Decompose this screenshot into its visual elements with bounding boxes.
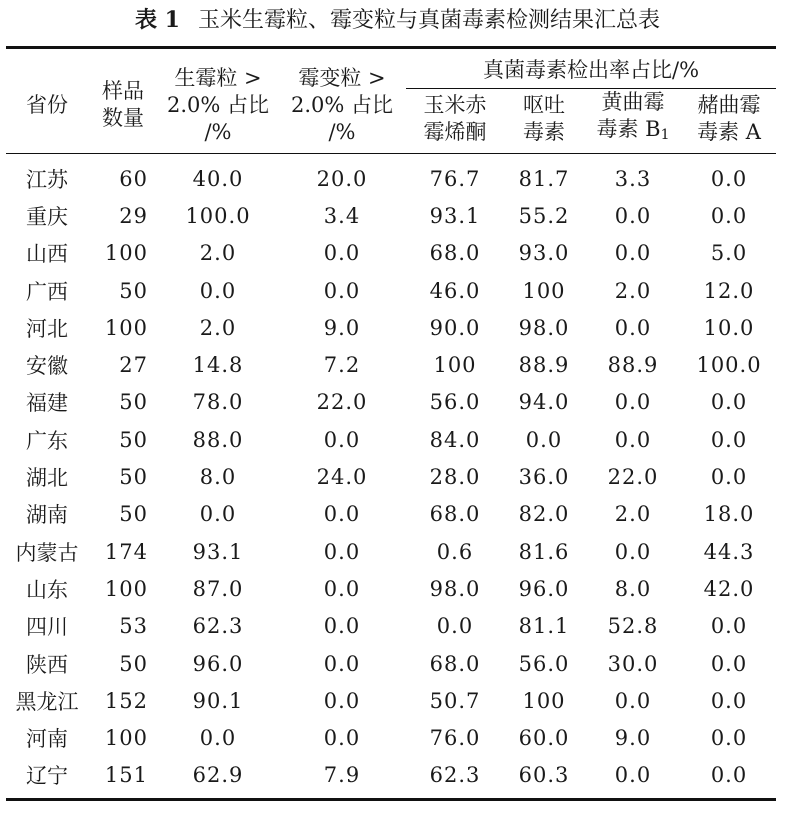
table-row — [6, 154, 776, 198]
cell-aflatoxin-b1: 2.0 — [614, 278, 652, 303]
cell-moldy-grain: 14.8 — [192, 353, 244, 378]
header-mildew-grain: 霉变粒 > 2.0% 占比 /% — [278, 48, 406, 154]
cell-mildew-grain: 3.4 — [323, 203, 361, 228]
cell-sample-count: 152 — [104, 688, 148, 713]
table-title: 玉米生霉粒、霉变粒与真菌毒素检测结果汇总表 — [197, 8, 660, 33]
cell-ochratoxin-a: 0.0 — [710, 203, 748, 228]
cell-vomitoxin: 96.0 — [518, 576, 570, 601]
cell-moldy-grain: 40.0 — [192, 166, 244, 191]
cell-sample-count: 50 — [119, 502, 148, 527]
cell-province: 安徽 — [26, 354, 68, 379]
table-row — [6, 197, 776, 234]
cell-aflatoxin-b1: 8.0 — [614, 576, 652, 601]
cell-moldy-grain: 78.0 — [192, 390, 244, 415]
cell-sample-count: 151 — [88, 757, 158, 800]
cell-sample-count: 50 — [119, 427, 148, 452]
cell-mildew-grain: 0.0 — [323, 539, 361, 564]
cell-mildew-grain: 0.0 — [323, 278, 361, 303]
cell-zearalenone: 100 — [433, 353, 477, 378]
cell-province: 河南 — [26, 727, 68, 752]
cell-moldy-grain: 62.3 — [192, 614, 244, 639]
table-body — [6, 154, 776, 800]
header-vomitoxin: 呕吐 毒素 — [504, 89, 584, 154]
cell-vomitoxin: 56.0 — [518, 651, 570, 676]
cell-province: 广西 — [26, 279, 68, 304]
cell-vomitoxin: 100 — [522, 688, 566, 713]
table-row — [6, 384, 776, 421]
cell-zearalenone: 84.0 — [429, 427, 481, 452]
cell-sample-count: 50 — [119, 465, 148, 490]
cell-aflatoxin-b1: 30.0 — [607, 651, 659, 676]
cell-zearalenone: 62.3 — [406, 757, 504, 800]
cell-sample-count: 100 — [104, 241, 148, 266]
cell-zearalenone: 56.0 — [429, 390, 481, 415]
cell-ochratoxin-a: 0.0 — [710, 427, 748, 452]
cell-vomitoxin: 81.6 — [518, 539, 570, 564]
header-aflatoxin-b1: 黄曲霉 毒素 $B_1$ — [584, 89, 682, 154]
cell-mildew-grain: 7.9 — [278, 757, 406, 800]
cell-mildew-grain: 0.0 — [323, 688, 361, 713]
cell-moldy-grain: 90.1 — [192, 688, 244, 713]
table-row — [6, 235, 776, 272]
table-row — [6, 496, 776, 533]
header-ochratoxin-a: 赭曲霉 毒素 A — [682, 89, 776, 154]
header-sample-count: 样品 数量 — [88, 48, 158, 154]
cell-province: 山东 — [26, 577, 68, 602]
cell-zearalenone: 76.7 — [429, 166, 481, 191]
cell-aflatoxin-b1: 0.0 — [614, 427, 652, 452]
cell-aflatoxin-b1: 0.0 — [614, 241, 652, 266]
cell-vomitoxin: 36.0 — [518, 465, 570, 490]
cell-moldy-grain: 2.0 — [199, 315, 237, 340]
cell-ochratoxin-a: 0.0 — [682, 757, 776, 800]
table-row — [6, 719, 776, 756]
cell-zearalenone: 68.0 — [429, 241, 481, 266]
table-header — [6, 48, 776, 154]
cell-mildew-grain: 0.0 — [323, 427, 361, 452]
header-zearalenone: 玉米赤 霉烯酮 — [406, 89, 504, 154]
cell-province: 湖南 — [26, 503, 68, 528]
cell-aflatoxin-b1: 0.0 — [614, 390, 652, 415]
cell-moldy-grain: 0.0 — [199, 278, 237, 303]
cell-aflatoxin-b1: 9.0 — [614, 726, 652, 751]
cell-mildew-grain: 0.0 — [323, 614, 361, 639]
cell-sample-count: 174 — [104, 539, 148, 564]
cell-province: 湖北 — [26, 466, 68, 491]
cell-sample-count: 100 — [104, 726, 148, 751]
cell-aflatoxin-b1: 88.9 — [607, 353, 659, 378]
cell-mildew-grain: 24.0 — [316, 465, 368, 490]
header-mycotoxin-group: 真菌毒素检出率占比/% — [406, 48, 776, 89]
cell-province: 重庆 — [26, 204, 68, 229]
cell-sample-count: 100 — [104, 315, 148, 340]
header-moldy-grain: 生霉粒 > 2.0% 占比 /% — [158, 48, 278, 154]
cell-mildew-grain: 0.0 — [323, 241, 361, 266]
cell-vomitoxin: 60.0 — [518, 726, 570, 751]
table-row — [6, 645, 776, 682]
cell-aflatoxin-b1: 0.0 — [614, 539, 652, 564]
table-row — [6, 570, 776, 607]
cell-ochratoxin-a: 44.3 — [703, 539, 755, 564]
cell-ochratoxin-a: 0.0 — [710, 614, 748, 639]
cell-ochratoxin-a: 0.0 — [710, 651, 748, 676]
cell-aflatoxin-b1: 2.0 — [614, 502, 652, 527]
cell-ochratoxin-a: 5.0 — [710, 241, 748, 266]
cell-zearalenone: 0.6 — [436, 539, 474, 564]
cell-moldy-grain: 62.9 — [158, 757, 278, 800]
cell-mildew-grain: 0.0 — [323, 502, 361, 527]
cell-sample-count: 29 — [119, 203, 148, 228]
cell-mildew-grain: 9.0 — [323, 315, 361, 340]
cell-mildew-grain: 0.0 — [323, 651, 361, 676]
table-number: 表 1 — [135, 7, 180, 33]
cell-zearalenone: 98.0 — [429, 576, 481, 601]
cell-ochratoxin-a: 100.0 — [696, 353, 762, 378]
cell-vomitoxin: 88.9 — [518, 353, 570, 378]
cell-province: 内蒙古 — [15, 540, 79, 565]
cell-vomitoxin: 0.0 — [525, 427, 563, 452]
cell-province: 广东 — [26, 428, 68, 453]
cell-moldy-grain: 88.0 — [192, 427, 244, 452]
cell-province: 四川 — [26, 615, 68, 640]
cell-moldy-grain: 2.0 — [199, 241, 237, 266]
table-row — [6, 533, 776, 570]
mycotoxin-summary-table — [6, 46, 776, 801]
cell-zearalenone: 50.7 — [429, 688, 481, 713]
cell-aflatoxin-b1: 52.8 — [607, 614, 659, 639]
cell-aflatoxin-b1: 0.0 — [614, 315, 652, 340]
cell-aflatoxin-b1: 0.0 — [614, 688, 652, 713]
table-row — [6, 682, 776, 719]
table-row — [6, 757, 776, 800]
cell-vomitoxin: 98.0 — [518, 315, 570, 340]
cell-sample-count: 50 — [119, 278, 148, 303]
cell-mildew-grain: 0.0 — [323, 576, 361, 601]
cell-vomitoxin: 82.0 — [518, 502, 570, 527]
cell-province: 河北 — [26, 316, 68, 341]
cell-zearalenone: 90.0 — [429, 315, 481, 340]
table-caption — [0, 6, 795, 35]
cell-vomitoxin: 81.1 — [518, 614, 570, 639]
cell-zearalenone: 46.0 — [429, 278, 481, 303]
cell-moldy-grain: 96.0 — [192, 651, 244, 676]
cell-vomitoxin: 60.3 — [504, 757, 584, 800]
cell-mildew-grain: 22.0 — [316, 390, 368, 415]
cell-sample-count: 50 — [119, 390, 148, 415]
table-row — [6, 421, 776, 458]
cell-zearalenone: 93.1 — [429, 203, 481, 228]
table-row — [6, 309, 776, 346]
cell-province: 福建 — [26, 391, 68, 416]
cell-moldy-grain: 8.0 — [199, 465, 237, 490]
cell-vomitoxin: 81.7 — [518, 166, 570, 191]
cell-moldy-grain: 87.0 — [192, 576, 244, 601]
cell-ochratoxin-a: 0.0 — [710, 726, 748, 751]
cell-province: 山西 — [26, 242, 68, 267]
table-row — [6, 458, 776, 495]
cell-province: 陕西 — [26, 652, 68, 677]
cell-sample-count: 53 — [119, 614, 148, 639]
cell-vomitoxin: 94.0 — [518, 390, 570, 415]
cell-ochratoxin-a: 18.0 — [703, 502, 755, 527]
cell-zearalenone: 68.0 — [429, 502, 481, 527]
cell-sample-count: 100 — [104, 576, 148, 601]
cell-zearalenone: 28.0 — [429, 465, 481, 490]
cell-ochratoxin-a: 0.0 — [710, 688, 748, 713]
table-row — [6, 272, 776, 309]
cell-vomitoxin: 55.2 — [518, 203, 570, 228]
cell-province: 黑龙江 — [15, 689, 79, 714]
cell-mildew-grain: 20.0 — [316, 166, 368, 191]
cell-mildew-grain: 0.0 — [323, 726, 361, 751]
cell-mildew-grain: 7.2 — [323, 353, 361, 378]
cell-vomitoxin: 100 — [522, 278, 566, 303]
cell-zearalenone: 0.0 — [436, 614, 474, 639]
cell-aflatoxin-b1: 22.0 — [607, 465, 659, 490]
cell-province: 辽宁 — [6, 757, 88, 800]
cell-moldy-grain: 100.0 — [185, 203, 251, 228]
cell-aflatoxin-b1: 3.3 — [614, 166, 652, 191]
cell-ochratoxin-a: 10.0 — [703, 315, 755, 340]
table-row — [6, 346, 776, 383]
cell-aflatoxin-b1: 0.0 — [584, 757, 682, 800]
table-row — [6, 608, 776, 645]
cell-zearalenone: 76.0 — [429, 726, 481, 751]
cell-aflatoxin-b1: 0.0 — [614, 203, 652, 228]
cell-sample-count: 60 — [119, 166, 148, 191]
cell-ochratoxin-a: 0.0 — [710, 465, 748, 490]
cell-vomitoxin: 93.0 — [518, 241, 570, 266]
cell-sample-count: 27 — [119, 353, 148, 378]
cell-ochratoxin-a: 42.0 — [703, 576, 755, 601]
cell-moldy-grain: 93.1 — [192, 539, 244, 564]
cell-ochratoxin-a: 12.0 — [703, 278, 755, 303]
header-province: 省份 — [6, 48, 88, 154]
cell-ochratoxin-a: 0.0 — [710, 390, 748, 415]
cell-moldy-grain: 0.0 — [199, 502, 237, 527]
cell-moldy-grain: 0.0 — [199, 726, 237, 751]
cell-ochratoxin-a: 0.0 — [710, 166, 748, 191]
cell-zearalenone: 68.0 — [429, 651, 481, 676]
cell-sample-count: 50 — [119, 651, 148, 676]
cell-province: 江苏 — [26, 167, 68, 192]
